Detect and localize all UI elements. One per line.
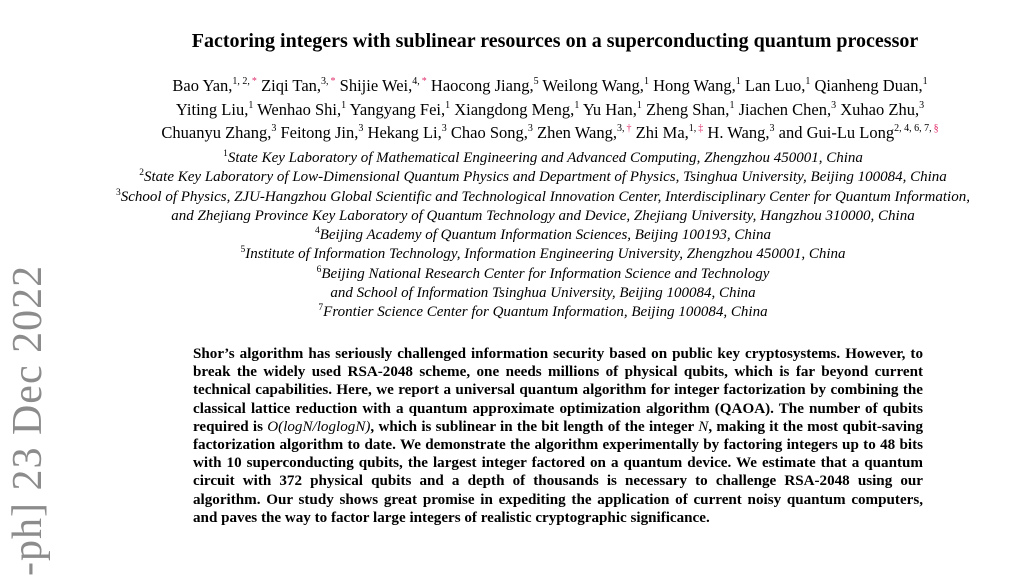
affiliation-text: State Key Laboratory of Low-Dimensional Quantum Physics and Department of Physics, Tsinghua University, Beijing 100084, China: [144, 169, 947, 186]
author: [840, 100, 924, 119]
author: [537, 123, 631, 142]
affiliation: [62, 188, 1024, 207]
footnote-mark[interactable]: *: [328, 76, 336, 87]
affiliation-ref: 3: [271, 123, 277, 134]
author-name: Weilong Wang,: [542, 76, 644, 95]
author: [172, 76, 257, 95]
footnote-mark[interactable]: *: [249, 76, 257, 87]
author: [815, 76, 928, 95]
author-name: Zhen Wang,: [537, 123, 617, 142]
author-name: Xuhao Zhu,: [840, 99, 920, 119]
affiliation-ref: 1: [729, 99, 735, 111]
complexity-formula: O(logN/loglogN): [267, 418, 371, 435]
affiliation-number: 1: [223, 149, 228, 159]
arxiv-stamp: -ph] 23 Dec 2022: [5, 264, 51, 576]
affiliation-ref: 2, 4, 6, 7,: [894, 123, 932, 134]
author-name: Haocong Jiang,: [430, 76, 534, 95]
abstract-text: , making it the most qubit-saving factorization algorithm to date. We demonstrate the algorithm experimentally by factoring integers up to 48 bits with 10 superconducting qubits, the largest integer factored on a quantum device. We estimate that a quantum circuit with 372 physical qubits and a depth of thousands is necessary to challenge RSA-2048 using our algorithm. Our study shows great promise in expediting the application of current noisy quantum computers, and paves the way to factor large integers of realistic cryptographic significance.: [193, 418, 923, 526]
author: [257, 100, 346, 119]
affiliation-text: Beijing National Research Center for Information Science and Technology: [321, 265, 770, 282]
author: [636, 123, 704, 142]
author-name: Hong Wang,: [653, 76, 736, 95]
abstract: [193, 345, 923, 527]
author-name: Xiangdong Meng,: [454, 99, 575, 119]
integer-variable: N: [698, 418, 709, 435]
affiliation: [62, 207, 1024, 226]
author: [646, 100, 734, 119]
author-name: Chuanyu Zhang,: [161, 123, 272, 142]
affiliation-ref: 1: [574, 99, 580, 111]
affiliation: [62, 265, 1024, 284]
affiliation-ref: 1: [922, 76, 928, 87]
affiliation-number: 6: [316, 264, 322, 275]
affiliation-text: Beijing Academy of Quantum Information Sciences, Beijing 100193, China: [319, 227, 772, 244]
footnote-mark[interactable]: *: [419, 76, 427, 87]
author-name: Feitong Jin,: [280, 123, 359, 142]
affiliation-number: 2: [139, 168, 144, 179]
footnote-mark[interactable]: §: [931, 123, 939, 134]
affiliation-text: Institute of Information Technology, Information Engineering University, Zhengzhou 450001, China: [245, 246, 846, 263]
author-name: and Gui-Lu Long: [778, 123, 895, 142]
author-name: Shijie Wei,: [339, 76, 413, 95]
author-line: [80, 121, 1020, 145]
author: [707, 123, 774, 142]
footnote-mark[interactable]: ‡: [696, 123, 704, 134]
author: [280, 123, 363, 142]
author: [583, 100, 642, 119]
affiliation-ref: 1, 2,: [232, 76, 250, 87]
author-list: [80, 74, 1020, 145]
author: [161, 123, 276, 142]
author: [368, 123, 447, 142]
affiliation-ref: 1: [735, 76, 741, 87]
affiliation-ref: 1: [805, 76, 811, 87]
affiliation-text: State Key Laboratory of Mathematical Engineering and Advanced Computing, Zhengzhou 450001, China: [227, 150, 863, 166]
author-name: Yangyang Fei,: [349, 99, 446, 119]
author: [653, 76, 741, 95]
affiliation: [62, 168, 1024, 187]
paper-title: Factoring integers with sublinear resources on a superconducting quantum processor: [191, 30, 919, 52]
affiliation-ref: 3: [358, 123, 364, 134]
affiliation-ref: 1: [445, 99, 451, 111]
author-name: Wenhao Shi,: [257, 99, 342, 119]
author: [739, 100, 837, 119]
affiliation-ref: 3: [831, 99, 837, 111]
author: [454, 100, 579, 119]
affiliation-list: [62, 149, 1024, 323]
affiliation: [62, 303, 1024, 322]
affiliation-text: Frontier Science Center for Quantum Information, Beijing 100084, China: [323, 304, 768, 321]
affiliation: [62, 284, 1024, 303]
author-name: Lan Luo,: [744, 76, 806, 95]
affiliation-ref: 3: [919, 99, 925, 111]
affiliation: [62, 245, 1024, 264]
affiliation-ref: 3: [769, 123, 775, 134]
affiliation-ref: 3,: [321, 76, 329, 87]
author-name: Yu Han,: [582, 99, 637, 119]
author-line: [80, 98, 1020, 122]
author: [431, 76, 539, 95]
author: [745, 76, 810, 95]
abstract-text: Shor’s algorithm has seriously challenged information security based on public key cryptosystems. However, to break the widely used RSA-2048 scheme, one needs millions of physical qubits, which is far beyond current technical capabilities. Here, we report a universal quantum algorithm for integer factorization by combining the classical lattice reduction with a quantum approximate optimization algorithm (QAOA). The number of qubits required is: [193, 346, 923, 435]
author-name: Jiachen Chen,: [738, 99, 832, 119]
affiliation-text: and School of Information Tsinghua University, Beijing 100084, China: [330, 285, 756, 302]
affiliation-ref: 5: [533, 76, 539, 87]
author-name: Zheng Shan,: [646, 99, 730, 119]
author-name: Zhi Ma,: [635, 123, 689, 142]
author-name: Hekang Li,: [367, 123, 442, 142]
affiliation-number: 5: [240, 245, 246, 256]
affiliation-ref: 3: [441, 123, 447, 134]
affiliation-ref: 1: [636, 99, 642, 111]
author-name: Yiting Liu,: [175, 99, 249, 119]
author: [779, 123, 939, 142]
affiliation-text: School of Physics, ZJU-Hangzhou Global Scientific and Technological Innovation Center, Interdisciplinary Center for Quantum Information,: [120, 188, 970, 205]
affiliation-ref: 1: [643, 76, 649, 87]
author: [176, 100, 253, 119]
affiliation-number: 4: [314, 226, 320, 237]
author-line: [80, 74, 1020, 98]
author: [340, 76, 427, 95]
footnote-mark[interactable]: †: [624, 123, 632, 134]
affiliation-ref: 3: [527, 123, 533, 134]
affiliation-ref: 3,: [616, 123, 625, 134]
author: [261, 76, 335, 95]
affiliation-ref: 1: [248, 99, 254, 111]
author: [350, 100, 451, 119]
affiliation: [62, 226, 1024, 245]
author-name: Chao Song,: [450, 123, 528, 142]
author-name: Qianheng Duan,: [814, 76, 923, 95]
affiliation: [62, 149, 1024, 168]
author-name: Ziqi Tan,: [261, 76, 322, 95]
author: [451, 123, 533, 142]
author-name: Bao Yan,: [172, 76, 233, 95]
affiliation-text: and Zhejiang Province Key Laboratory of Quantum Technology and Device, Zhejiang University, Hangzhou 310000, China: [171, 207, 915, 224]
arxiv-stamp-sidebar: [0, 0, 62, 576]
affiliation-number: 3: [116, 187, 121, 198]
affiliation-ref: 4,: [412, 76, 420, 87]
affiliation-number: 7: [318, 303, 324, 314]
affiliation-ref: 1: [341, 99, 347, 111]
author: [542, 76, 649, 95]
affiliation-ref: 1,: [688, 123, 697, 134]
abstract-text: , which is sublinear in the bit length of the integer: [370, 418, 694, 435]
author-name: H. Wang,: [707, 123, 770, 142]
